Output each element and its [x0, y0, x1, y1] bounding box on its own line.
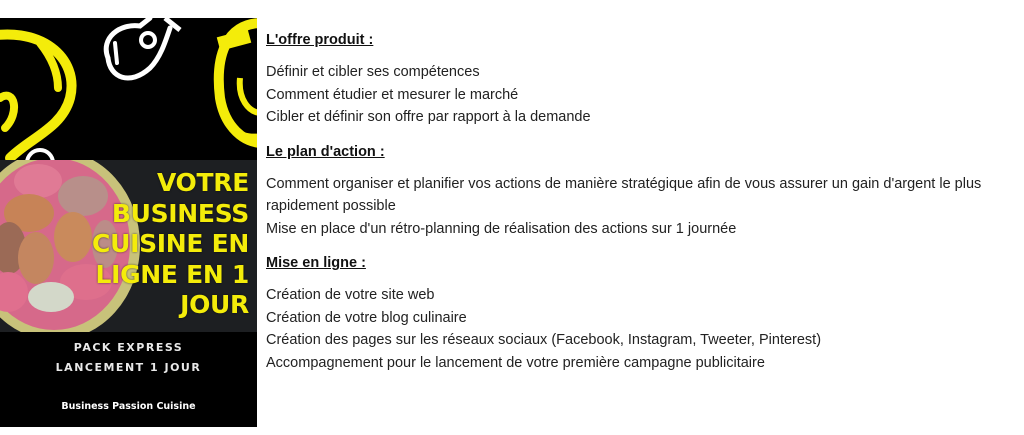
- list-item: Création des pages sur les réseaux sociaux (Facebook, Instagram, Tweeter, Pinterest): [266, 332, 822, 348]
- section-title-offre: L'offre produit :: [266, 32, 374, 48]
- list-item: Comment étudier et mesurer le marché: [266, 86, 519, 103]
- section-list-plan-action: [266, 173, 1024, 241]
- promo-image: [0, 18, 257, 427]
- pack-title-line2: LANCEMENT 1 JOUR: [55, 361, 202, 374]
- section-title-plan-action: Le plan d'action :: [266, 143, 385, 160]
- list-item: Mise en place d'un rétro-planning de réalisation des actions sur 1 journée: [266, 220, 737, 237]
- list-item: Définir et cibler ses compétences: [266, 64, 480, 80]
- lightbulb-icon: [0, 18, 257, 163]
- list-item: Accompagnement pour le lancement de votre première campagne publicitaire: [266, 354, 765, 371]
- list-item: Comment organiser et planifier vos actions de manière stratégique afin de vous assurer un gain d'argent le plus rapidement possible: [266, 175, 982, 214]
- list-item: Création de votre blog culinaire: [266, 309, 467, 326]
- pack-title-line1: PACK EXPRESS: [73, 341, 184, 354]
- program-description: [266, 29, 1024, 386]
- brand-name: Business Passion Cuisine: [61, 401, 196, 412]
- section-title-mise-en-ligne: Mise en ligne :: [266, 255, 366, 271]
- macarons-photo: [0, 160, 257, 332]
- list-item: Création de votre site web: [266, 287, 435, 303]
- list-item: Cibler et définir son offre par rapport à la demande: [266, 109, 591, 125]
- section-list-mise-en-ligne: [266, 284, 1024, 374]
- promo-headline: VOTRE BUSINESS CUISINE EN LIGNE EN 1 JOUR: [92, 168, 249, 319]
- section-list-offre: [266, 61, 1024, 129]
